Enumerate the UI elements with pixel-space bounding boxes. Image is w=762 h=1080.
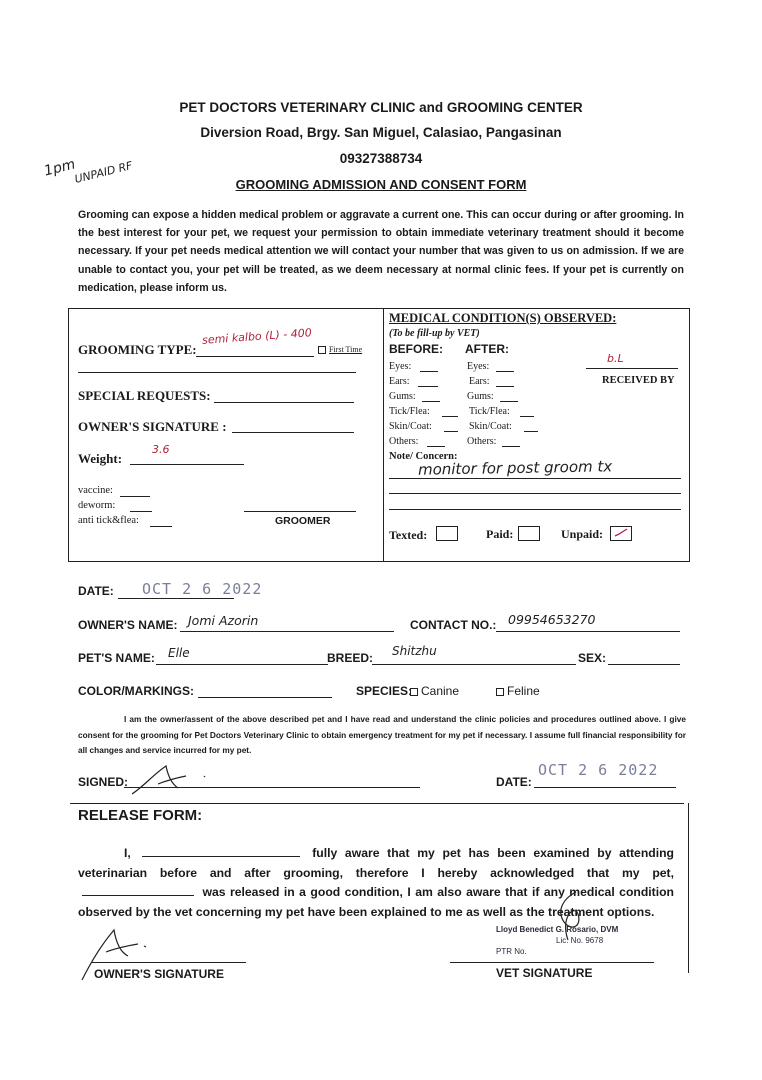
vet-signature-caption: VET SIGNATURE xyxy=(496,966,593,980)
medical-title: MEDICAL CONDITION(S) OBSERVED: xyxy=(389,311,617,325)
weight-value: 3.6 xyxy=(152,443,170,456)
note-label: Note/ Concern: xyxy=(389,451,458,462)
owner-signature-caption: OWNER'S SIGNATURE xyxy=(94,967,224,981)
received-by-label: RECEIVED BY xyxy=(602,375,675,386)
texted-checkbox[interactable] xyxy=(436,526,458,541)
release-text-1: fully aware that my pet has been examined by attending veterinarian before and after grooming, therefore I hereby acknowledged that my pet, xyxy=(78,846,675,880)
after-gums: Gums: xyxy=(467,391,494,402)
date-stamp: OCT 2 6 2022 xyxy=(142,580,263,598)
species-label: SPECIES: xyxy=(356,684,413,698)
vet-signature-scribble xyxy=(538,888,608,948)
groomer-signature-line xyxy=(244,511,356,512)
release-name-field[interactable] xyxy=(142,845,300,857)
owner-name-label: OWNER'S NAME: xyxy=(78,618,178,632)
grooming-type-value: semi kalbo (L) - 400 xyxy=(201,326,313,347)
consent-paragraph: I am the owner/assent of the above described pet and I have read and understand the clinic policies and procedures outlined above. I give consent for the grooming for Pet Doctors Veterinary Clinic to obtain emergency treatment for my pet if necessary. I assume full financial responsibility for all changes and service incurred for my pet. xyxy=(78,714,686,755)
form-title: GROOMING ADMISSION AND CONSENT FORM xyxy=(235,177,527,192)
vaccine-label: vaccine: xyxy=(78,485,113,496)
feline-label: Feline xyxy=(507,684,540,698)
first-time-checkbox[interactable] xyxy=(318,345,362,354)
owner-signature-field[interactable] xyxy=(232,432,354,433)
clinic-address: Diversion Road, Brgy. San Miguel, Calasiao, Pangasinan xyxy=(200,125,562,140)
box-divider xyxy=(383,308,384,562)
signed-label: SIGNED: xyxy=(78,775,129,789)
release-i-label: I, xyxy=(124,846,131,860)
medical-subtitle: (To be fill-up by VET) xyxy=(389,328,480,339)
signed-date-label: DATE: xyxy=(496,775,532,789)
grooming-type-label: GROOMING TYPE: xyxy=(78,342,197,357)
weight-label: Weight: xyxy=(78,451,123,466)
before-tick-flea: Tick/Flea: xyxy=(389,406,430,417)
before-label: BEFORE: xyxy=(389,342,443,356)
special-requests-field[interactable] xyxy=(214,402,354,403)
vet-stamp-ptr: PTR No. xyxy=(496,947,527,956)
margin-note-time: 1pm xyxy=(42,156,77,180)
after-skin-coat: Skin/Coat: xyxy=(469,421,512,432)
paid-checkbox[interactable] xyxy=(518,526,540,541)
vet-stamp-license: Lic. No. 9678 xyxy=(556,936,604,945)
release-title: RELEASE FORM: xyxy=(78,807,203,824)
vet-stamp-name: Lloyd Benedict G. Rosario, DVM xyxy=(496,925,619,934)
texted-label: Texted: xyxy=(389,528,428,542)
before-others: Others: xyxy=(389,436,419,447)
margin-note-status: UNPAID RF xyxy=(73,159,134,186)
release-pet-field[interactable] xyxy=(82,884,194,896)
unpaid-checkbox[interactable] xyxy=(610,526,632,541)
sex-field[interactable] xyxy=(608,664,680,665)
unpaid-label: Unpaid: xyxy=(561,527,604,541)
note-value: monitor for post groom tx xyxy=(417,457,613,479)
species-feline-option[interactable] xyxy=(496,684,540,698)
signed-date-stamp: OCT 2 6 2022 xyxy=(538,761,659,779)
owner-signature-scribble xyxy=(128,762,218,798)
breed-label: BREED: xyxy=(327,651,374,665)
special-requests-label: SPECIAL REQUESTS: xyxy=(78,388,211,403)
after-eyes: Eyes: xyxy=(467,361,490,372)
clinic-name: PET DOCTORS VETERINARY CLINIC and GROOMING CENTER xyxy=(179,100,583,115)
antitick-label: anti tick&flea: xyxy=(78,515,139,526)
before-gums: Gums: xyxy=(389,391,416,402)
after-ears: Ears: xyxy=(469,376,490,387)
before-eyes: Eyes: xyxy=(389,361,412,372)
owner-name-value: Jomi Azorin xyxy=(188,613,259,628)
deworm-label: deworm: xyxy=(78,500,116,511)
after-tick-flea: Tick/Flea: xyxy=(469,406,510,417)
before-skin-coat: Skin/Coat: xyxy=(389,421,432,432)
species-canine-option[interactable] xyxy=(410,684,459,698)
paid-label: Paid: xyxy=(486,527,514,541)
contact-value: 09954653270 xyxy=(508,612,596,627)
check-mark-icon xyxy=(611,527,631,540)
intro-paragraph: Grooming can expose a hidden medical problem or aggravate a current one. This can occur during or after grooming. In the best interest for your pet, we request your permission to obtain immediate veterinary treatment should it become necessary. If your pet needs medical attention we will contact your number that was given to us on admission. If we are unable to contact you, your pet will be treated, as we deem necessary at normal clinic fees. If your pet is currently on medication, please inform us. xyxy=(78,209,684,294)
groomer-label: GROOMER xyxy=(275,515,331,527)
first-time-label: First Time xyxy=(329,345,363,354)
owner-signature-label: OWNER'S SIGNATURE : xyxy=(78,419,227,434)
breed-value: Shitzhu xyxy=(392,644,437,658)
color-field[interactable] xyxy=(198,697,332,698)
after-others: Others: xyxy=(467,436,497,447)
before-ears: Ears: xyxy=(389,376,410,387)
pet-name-value: Elle xyxy=(168,646,190,660)
canine-label: Canine xyxy=(421,684,460,698)
contact-label: CONTACT NO.: xyxy=(410,618,497,632)
pet-name-label: PET'S NAME: xyxy=(78,651,155,665)
color-label: COLOR/MARKINGS: xyxy=(78,684,194,698)
date-label: DATE: xyxy=(78,584,114,598)
release-text-2: was released in a good condition, I am also aware that if any medical condition observed by the vet concerning my pet have been explained to me as well as the treatment options. xyxy=(78,885,674,919)
clinic-phone: 09327388734 xyxy=(339,151,423,166)
after-label: AFTER: xyxy=(465,342,509,356)
sex-label: SEX: xyxy=(578,651,607,665)
received-by-value: b.L xyxy=(607,352,624,365)
